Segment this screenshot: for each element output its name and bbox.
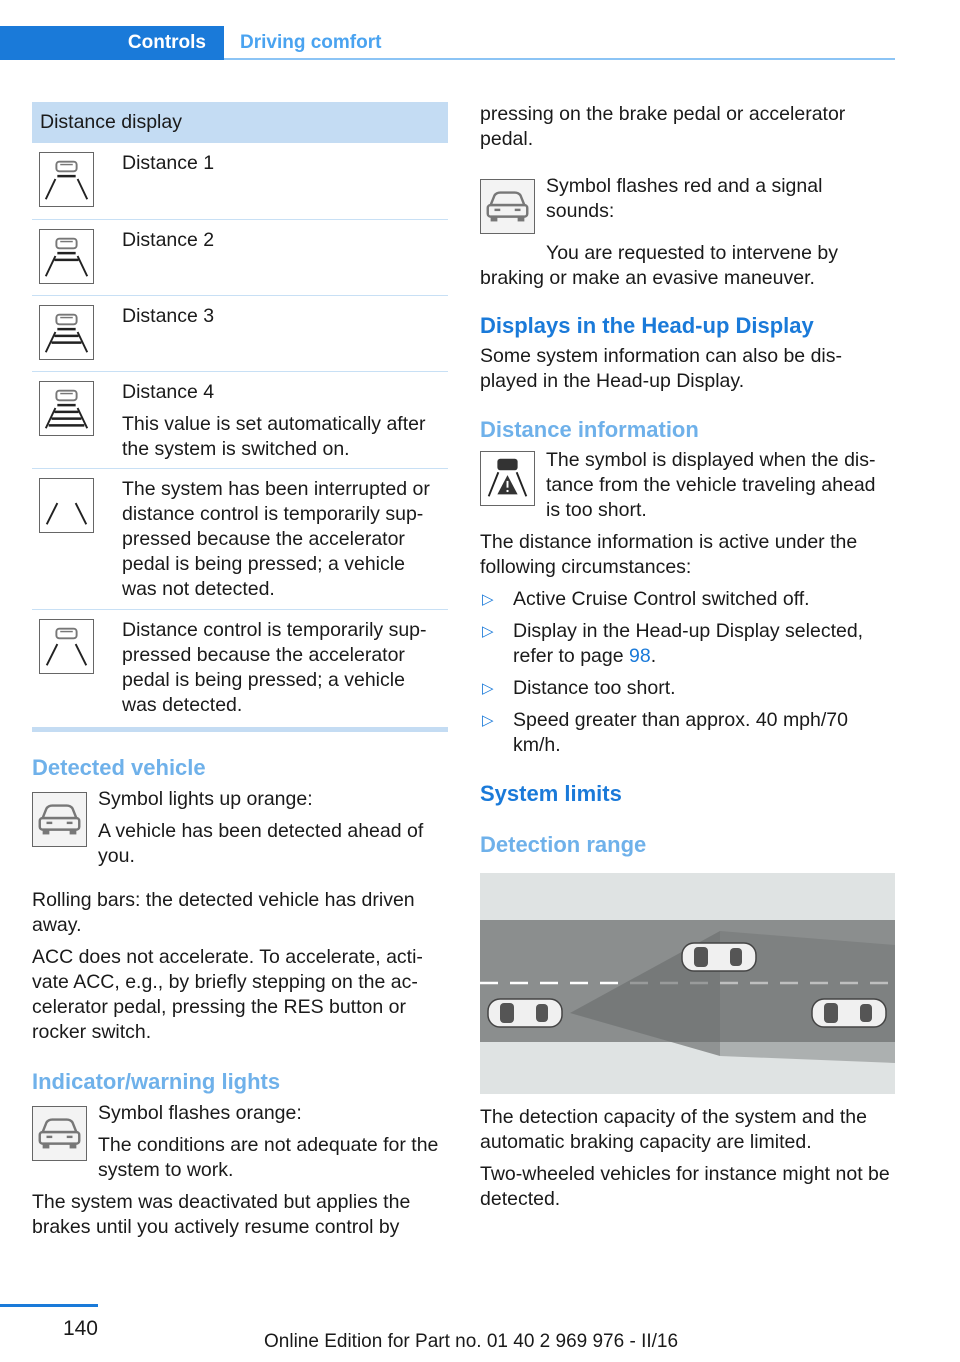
vehicle-icon [32, 1106, 87, 1161]
right-column [480, 102, 895, 1212]
row-text: Distance 4 [122, 381, 215, 403]
list-item: ▷ Display in the Head-up Display selected, refer to page 98. [482, 620, 864, 667]
paragraph: The symbol is displayed when the dis‐ tance from the vehicle traveling ahead is too short. [546, 449, 876, 521]
symbol-line: You are requested to intervene by braking or make an evasive maneuver. [480, 242, 838, 289]
table-row [32, 610, 448, 722]
table-row [32, 372, 448, 469]
row-text: Distance 3 [122, 305, 215, 327]
red-warning-block [480, 174, 895, 234]
triangle-bullet-icon: ▷ [482, 680, 494, 697]
symbol-line: Symbol flashes orange: [98, 1102, 302, 1124]
section-detected-vehicle [32, 754, 448, 1045]
distance-1-icon [39, 152, 94, 207]
circumstances-list [480, 587, 895, 758]
section-indicator [32, 1068, 448, 1240]
page-header [0, 0, 960, 64]
heading-detection-range: Detection range [480, 832, 647, 857]
symbol-line: Symbol flashes red and a signal sounds: [546, 175, 823, 222]
table-end-bar [32, 727, 448, 732]
distance-3-icon [39, 305, 94, 360]
distance-4-icon [39, 381, 94, 436]
paragraph: Two-wheeled vehicles for instance might not be detected. [480, 1163, 890, 1210]
row-text: The system has been interrupted or distance control is temporarily sup‐ pressed because the accelerator pedal is being pressed; a vehicle was not detected. [122, 478, 430, 600]
table-row [32, 469, 448, 610]
symbol-line: The conditions are not adequate for the system to work. [98, 1134, 439, 1181]
detection-range-illustration [480, 873, 895, 1094]
footer-rule [0, 1304, 98, 1307]
list-item: ▷ Speed greater than approx. 40 mph/70 km/h. [482, 709, 848, 756]
symbol-line: A vehicle has been detected ahead of you. [98, 820, 424, 867]
row-text: Distance 2 [122, 229, 215, 251]
symbol-line: Symbol lights up orange: [98, 788, 313, 810]
paragraph: ACC does not accelerate. To accelerate, acti‐ vate ACC, e.g., by briefly stepping on the ac‐ celerator pedal, pressing the RES button or rocker switch. [32, 946, 423, 1043]
table-heading: Distance display [32, 102, 448, 143]
vehicle-top [682, 943, 756, 971]
distance-display-table [32, 102, 448, 732]
page-link[interactable]: 98 [629, 645, 651, 667]
tab-controls[interactable]: Controls [0, 26, 224, 60]
paragraph: The system was deactivated but applies the brakes until you actively resume control by [32, 1191, 411, 1238]
vehicle-left [488, 999, 562, 1027]
row-text: This value is set automatically after the system is switched on. [122, 413, 426, 460]
distance-2-icon [39, 229, 94, 284]
row-text: Distance control is temporarily sup‐ pressed because the accelerator pedal is being pressed; a vehicle was detected. [122, 619, 427, 716]
list-item: ▷ Active Cruise Control switched off. [482, 588, 810, 610]
vehicle-right [812, 999, 886, 1027]
distance-info-block [480, 448, 895, 523]
paragraph: The detection capacity of the system and the automatic braking capacity are limited. [480, 1106, 867, 1153]
table-row [32, 220, 448, 296]
triangle-bullet-icon: ▷ [482, 591, 494, 608]
left-column [32, 102, 448, 1240]
row-text: Distance 1 [122, 152, 215, 174]
heading-detected-vehicle: Detected vehicle [32, 755, 206, 780]
tab-driving-comfort[interactable]: Driving comfort [224, 26, 895, 60]
list-item: ▷ Distance too short. [482, 677, 676, 699]
triangle-bullet-icon: ▷ [482, 623, 494, 640]
heading-distance-information: Distance information [480, 417, 699, 442]
table-row [32, 143, 448, 220]
road-illustration [480, 873, 895, 1094]
distance-warning-icon [480, 451, 535, 506]
lane-vehicle-icon [39, 619, 94, 674]
vehicle-icon [480, 179, 535, 234]
heading-hud: Displays in the Head-up Display [480, 313, 814, 338]
heading-indicator: Indicator/warning lights [32, 1069, 281, 1094]
table-row [32, 296, 448, 372]
footer-edition: Online Edition for Part no. 01 40 2 969 976 - II/16 [264, 1331, 679, 1352]
paragraph: pressing on the brake pedal or accelerator pedal. [480, 103, 846, 150]
lane-lines-icon [39, 478, 94, 533]
heading-system-limits: System limits [480, 781, 622, 806]
vehicle-icon [32, 792, 87, 847]
page-number: 140 [62, 1317, 98, 1340]
paragraph: Some system information can also be dis‐ played in the Head-up Display. [480, 345, 842, 392]
triangle-bullet-icon: ▷ [482, 712, 494, 729]
paragraph: The distance information is active under the following circumstances: [480, 531, 858, 578]
paragraph: Rolling bars: the detected vehicle has driven away. [32, 889, 415, 936]
